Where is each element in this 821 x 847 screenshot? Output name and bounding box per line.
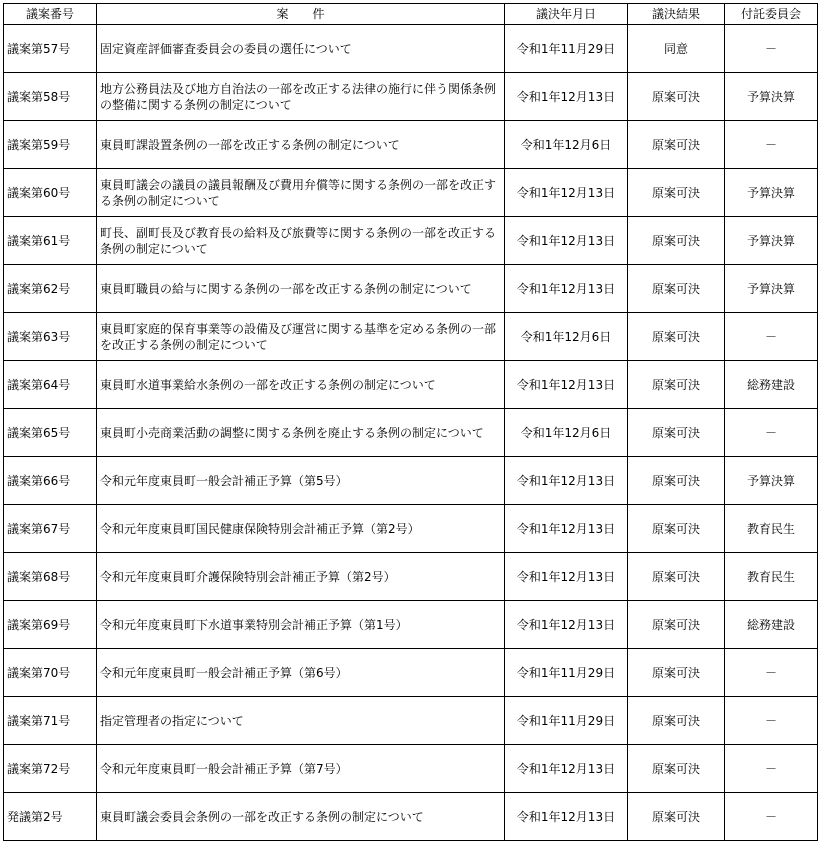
- resolution-result-cell: 原案可決: [628, 457, 725, 505]
- committee-cell: －: [725, 313, 818, 361]
- bill-title-cell: 東員町議会委員会条例の一部を改正する条例の制定について: [97, 793, 505, 841]
- table-row: [4, 409, 818, 457]
- committee-cell: －: [725, 649, 818, 697]
- resolution-date-cell: 令和1年11月29日: [505, 697, 628, 745]
- bill-number-cell: 議案第70号: [4, 649, 97, 697]
- resolution-date-cell: 令和1年12月13日: [505, 217, 628, 265]
- bill-title-cell: 固定資産評価審査委員会の委員の選任について: [97, 25, 505, 73]
- bill-title-cell: 令和元年度東員町一般会計補正予算（第6号）: [97, 649, 505, 697]
- table-row: [4, 505, 818, 553]
- resolution-result-cell: 原案可決: [628, 313, 725, 361]
- resolution-date-cell: 令和1年12月13日: [505, 169, 628, 217]
- bill-number-cell: 議案第68号: [4, 553, 97, 601]
- resolution-result-cell: 原案可決: [628, 73, 725, 121]
- resolution-date-cell: 令和1年12月13日: [505, 265, 628, 313]
- header-number: 議案番号: [4, 4, 97, 25]
- bill-number-cell: 議案第63号: [4, 313, 97, 361]
- table-row: [4, 121, 818, 169]
- bill-number-cell: 議案第64号: [4, 361, 97, 409]
- committee-cell: 総務建設: [725, 361, 818, 409]
- resolution-date-cell: 令和1年12月13日: [505, 601, 628, 649]
- bill-title-cell: 東員町課設置条例の一部を改正する条例の制定について: [97, 121, 505, 169]
- table-row: [4, 169, 818, 217]
- table-row: [4, 361, 818, 409]
- bill-number-cell: 議案第65号: [4, 409, 97, 457]
- committee-cell: 予算決算: [725, 457, 818, 505]
- resolution-result-cell: 同意: [628, 25, 725, 73]
- bill-title-cell: 令和元年度東員町下水道事業特別会計補正予算（第1号）: [97, 601, 505, 649]
- committee-cell: 予算決算: [725, 217, 818, 265]
- resolution-result-cell: 原案可決: [628, 553, 725, 601]
- bill-title-cell: 令和元年度東員町国民健康保険特別会計補正予算（第2号）: [97, 505, 505, 553]
- bill-title-cell: 東員町家庭的保育事業等の設備及び運営に関する基準を定める条例の一部を改正する条例の制定について: [97, 313, 505, 361]
- bill-title-cell: 東員町水道事業給水条例の一部を改正する条例の制定について: [97, 361, 505, 409]
- committee-cell: －: [725, 793, 818, 841]
- resolution-date-cell: 令和1年12月13日: [505, 457, 628, 505]
- bill-number-cell: 議案第59号: [4, 121, 97, 169]
- table-row: [4, 457, 818, 505]
- committee-cell: 予算決算: [725, 265, 818, 313]
- resolution-date-cell: 令和1年12月13日: [505, 793, 628, 841]
- bill-number-cell: 議案第57号: [4, 25, 97, 73]
- committee-cell: 教育民生: [725, 505, 818, 553]
- bill-number-cell: 議案第60号: [4, 169, 97, 217]
- resolution-result-cell: 原案可決: [628, 649, 725, 697]
- committee-cell: －: [725, 121, 818, 169]
- header-date: 議決年月日: [505, 4, 628, 25]
- resolution-date-cell: 令和1年12月13日: [505, 553, 628, 601]
- bill-number-cell: 議案第69号: [4, 601, 97, 649]
- resolution-result-cell: 原案可決: [628, 265, 725, 313]
- bill-title-cell: 町長、副町長及び教育長の給料及び旅費等に関する条例の一部を改正する条例の制定について: [97, 217, 505, 265]
- resolution-result-cell: 原案可決: [628, 121, 725, 169]
- committee-cell: －: [725, 25, 818, 73]
- table-row: [4, 217, 818, 265]
- table-row: [4, 265, 818, 313]
- bill-title-cell: 東員町職員の給与に関する条例の一部を改正する条例の制定について: [97, 265, 505, 313]
- resolution-date-cell: 令和1年12月6日: [505, 313, 628, 361]
- header-committee: 付託委員会: [725, 4, 818, 25]
- header-title: 案 件: [97, 4, 505, 25]
- committee-cell: －: [725, 409, 818, 457]
- bill-number-cell: 議案第62号: [4, 265, 97, 313]
- bill-title-cell: 東員町小売商業活動の調整に関する条例を廃止する条例の制定について: [97, 409, 505, 457]
- bill-number-cell: 発議第2号: [4, 793, 97, 841]
- committee-cell: －: [725, 697, 818, 745]
- resolution-result-cell: 原案可決: [628, 217, 725, 265]
- table-row: [4, 553, 818, 601]
- table-header-row: [4, 4, 818, 25]
- table-row: [4, 73, 818, 121]
- resolution-result-cell: 原案可決: [628, 697, 725, 745]
- table-row: [4, 601, 818, 649]
- bill-number-cell: 議案第66号: [4, 457, 97, 505]
- resolution-result-cell: 原案可決: [628, 793, 725, 841]
- resolutions-table: [3, 3, 818, 841]
- bill-title-cell: 令和元年度東員町一般会計補正予算（第7号）: [97, 745, 505, 793]
- bill-number-cell: 議案第72号: [4, 745, 97, 793]
- committee-cell: －: [725, 745, 818, 793]
- committee-cell: 総務建設: [725, 601, 818, 649]
- table-row: [4, 313, 818, 361]
- bill-title-cell: 令和元年度東員町一般会計補正予算（第5号）: [97, 457, 505, 505]
- table-row: [4, 649, 818, 697]
- table-row: [4, 793, 818, 841]
- bill-title-cell: 令和元年度東員町介護保険特別会計補正予算（第2号）: [97, 553, 505, 601]
- table-row: [4, 697, 818, 745]
- bill-title-cell: 東員町議会の議員の議員報酬及び費用弁償等に関する条例の一部を改正する条例の制定について: [97, 169, 505, 217]
- committee-cell: 予算決算: [725, 73, 818, 121]
- resolution-result-cell: 原案可決: [628, 169, 725, 217]
- resolution-date-cell: 令和1年11月29日: [505, 649, 628, 697]
- resolution-result-cell: 原案可決: [628, 409, 725, 457]
- resolution-date-cell: 令和1年12月6日: [505, 409, 628, 457]
- table-row: [4, 25, 818, 73]
- bill-number-cell: 議案第58号: [4, 73, 97, 121]
- resolution-date-cell: 令和1年12月13日: [505, 73, 628, 121]
- bill-title-cell: 地方公務員法及び地方自治法の一部を改正する法律の施行に伴う関係条例の整備に関する条例の制定について: [97, 73, 505, 121]
- resolution-result-cell: 原案可決: [628, 745, 725, 793]
- resolution-result-cell: 原案可決: [628, 505, 725, 553]
- bill-number-cell: 議案第67号: [4, 505, 97, 553]
- resolution-result-cell: 原案可決: [628, 601, 725, 649]
- bill-number-cell: 議案第61号: [4, 217, 97, 265]
- resolution-date-cell: 令和1年12月6日: [505, 121, 628, 169]
- resolution-date-cell: 令和1年12月13日: [505, 361, 628, 409]
- committee-cell: 教育民生: [725, 553, 818, 601]
- header-result: 議決結果: [628, 4, 725, 25]
- resolution-date-cell: 令和1年11月29日: [505, 25, 628, 73]
- resolution-date-cell: 令和1年12月13日: [505, 745, 628, 793]
- bill-title-cell: 指定管理者の指定について: [97, 697, 505, 745]
- resolution-date-cell: 令和1年12月13日: [505, 505, 628, 553]
- committee-cell: 予算決算: [725, 169, 818, 217]
- resolution-result-cell: 原案可決: [628, 361, 725, 409]
- bill-number-cell: 議案第71号: [4, 697, 97, 745]
- table-row: [4, 745, 818, 793]
